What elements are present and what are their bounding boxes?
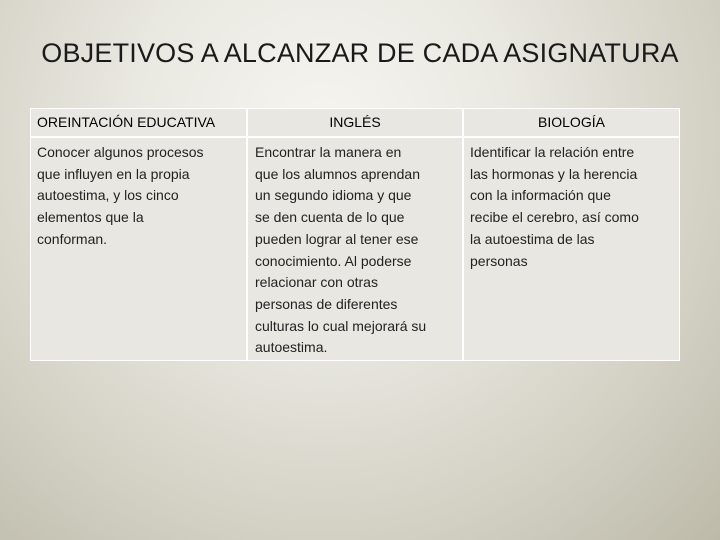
cell-orientacion-educativa: Conocer algunos procesos que influyen en la propia autoestima, y los cinco elementos que la conforman. [37, 144, 204, 247]
cell-ingles: Encontrar la manera en que los alumnos aprendan un segundo idioma y que se den cuenta de lo que pueden lograr al tener ese conocimiento. Al poderse relacionar con otras personas de diferentes culturas lo cual mejorará su autoestima. [255, 144, 427, 356]
slide-title: OBJETIVOS A ALCANZAR DE CADA ASIGNATURA [41, 38, 679, 68]
header-biologia: BIOLOGÍA [464, 109, 679, 136]
objectives-table [30, 108, 680, 361]
cell-biologia: Identificar la relación entre las hormonas y la herencia con la información que recibe el cerebro, así como la autoestima de las personas [470, 144, 639, 269]
header-ingles: INGLÉS [248, 109, 462, 136]
header-orientacion-educativa: OREINTACIÓN EDUCATIVA [31, 109, 246, 136]
